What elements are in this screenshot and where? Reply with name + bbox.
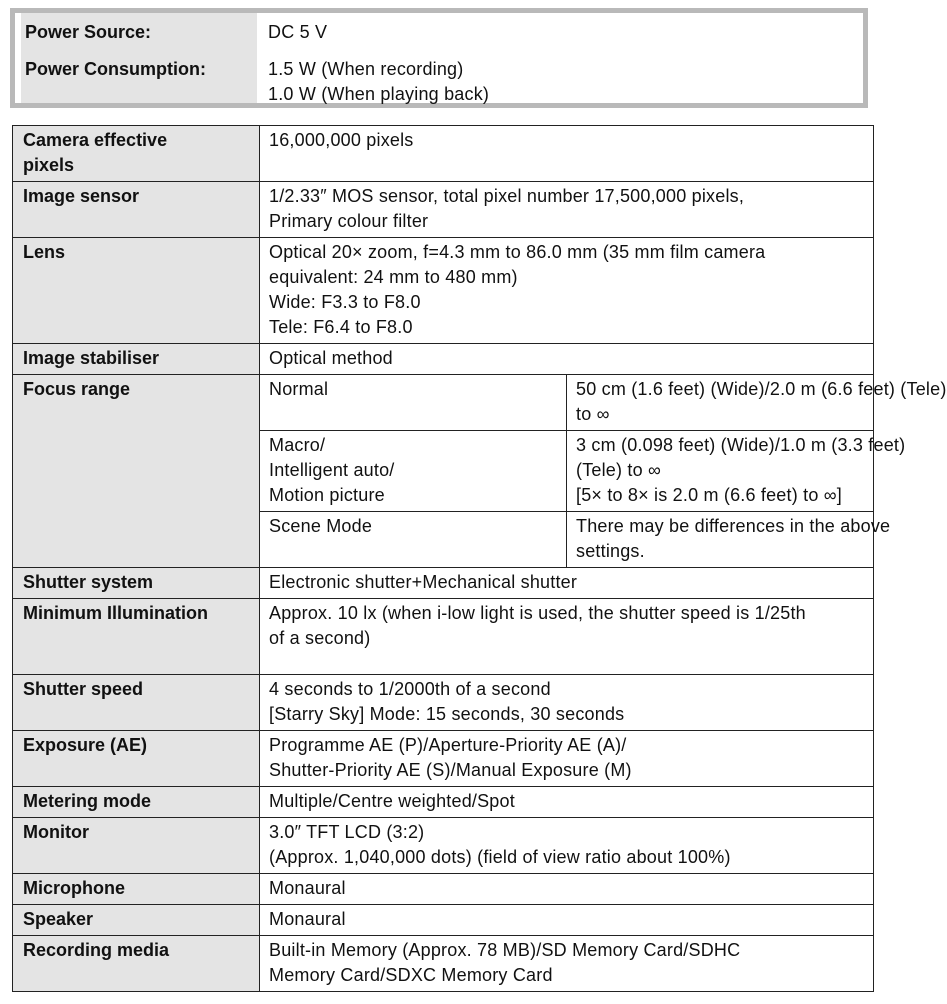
label-line: Microphone: [23, 878, 125, 898]
value-line: Wide: F3.3 to F8.0: [269, 292, 421, 312]
value-line: Primary colour filter: [269, 211, 429, 231]
label-line: Exposure (AE): [23, 735, 148, 755]
value-line: (Tele) to ∞: [576, 460, 662, 480]
value-line: Memory Card/SDXC Memory Card: [269, 965, 553, 985]
value-line: settings.: [576, 541, 645, 561]
spec-row-focus-range: [13, 375, 874, 431]
spec-value: [260, 675, 874, 731]
spec-label: [13, 818, 260, 874]
spec-label: [13, 182, 260, 238]
spec-label: [13, 905, 260, 936]
spec-row-exposure: [13, 731, 874, 787]
spec-value: [260, 874, 874, 905]
value-line: Shutter-Priority AE (S)/Manual Exposure (M): [269, 760, 632, 780]
spec-table: [12, 125, 947, 992]
value-line: 3 cm (0.098 feet) (Wide)/1.0 m (3.3 feet): [576, 435, 906, 455]
spec-label: [13, 126, 260, 182]
power-consumption-value: [268, 57, 489, 107]
spec-label: [13, 344, 260, 375]
value-line: 4 seconds to 1/2000th of a second: [269, 679, 551, 699]
label-line: Image sensor: [23, 186, 140, 206]
spec-value: [260, 568, 874, 599]
label-line: pixels: [23, 155, 75, 175]
value-line: There may be differences in the above: [576, 516, 891, 536]
focus-value: [567, 512, 891, 568]
value-line: Built-in Memory (Approx. 78 MB)/SD Memory Card/SDHC: [269, 940, 741, 960]
label-line: Shutter system: [23, 572, 154, 592]
label-line: Image stabiliser: [23, 348, 160, 368]
power-consumption-recording: 1.5 W (When recording): [268, 59, 464, 79]
power-consumption-label: Power Consumption:: [25, 59, 206, 79]
label-line: Recording media: [23, 940, 170, 960]
spec-value: [260, 936, 874, 992]
spec-label: [13, 675, 260, 731]
spec-label: [13, 787, 260, 818]
label-line: Speaker: [23, 909, 94, 929]
value-line: Tele: F6.4 to F8.0: [269, 317, 413, 337]
spec-value: [260, 905, 874, 936]
value-line: Optical method: [269, 348, 393, 368]
value-line: to ∞: [576, 404, 610, 424]
focus-value: [567, 431, 906, 512]
value-line: 50 cm (1.6 feet) (Wide)/2.0 m (6.6 feet) (Tele): [576, 379, 947, 399]
value-line: 3.0″ TFT LCD (3:2): [269, 822, 425, 842]
power-source-value: DC 5 V: [268, 22, 328, 42]
spec-row-speaker: [13, 905, 874, 936]
value-line: Multiple/Centre weighted/Spot: [269, 791, 515, 811]
spec-value: [260, 182, 874, 238]
spec-label: [13, 874, 260, 905]
label-line: Minimum Illumination: [23, 603, 208, 623]
spec-label: [13, 731, 260, 787]
spec-value: [260, 126, 874, 182]
value-line: Monaural: [269, 909, 346, 929]
spec-row-image-sensor: [13, 182, 874, 238]
value-line: [Starry Sky] Mode: 15 seconds, 30 seconds: [269, 704, 625, 724]
spec-row-monitor: [13, 818, 874, 874]
value-line: Electronic shutter+Mechanical shutter: [269, 572, 578, 592]
focus-value: [567, 375, 947, 431]
label-line: Shutter speed: [23, 679, 144, 699]
spec-row-shutter-speed: [13, 675, 874, 731]
spec-value: [260, 599, 874, 675]
spec-row-min-illumination: [13, 599, 874, 675]
spec-row-camera-pixels: [13, 126, 874, 182]
value-line: Monaural: [269, 878, 346, 898]
mode-line: Normal: [269, 379, 329, 399]
spec-value: [260, 344, 874, 375]
value-line: Optical 20× zoom, f=4.3 mm to 86.0 mm (35 mm film camera: [269, 242, 766, 262]
spec-label: [13, 375, 260, 568]
value-line: equivalent: 24 mm to 480 mm): [269, 267, 518, 287]
value-line: of a second): [269, 628, 371, 648]
spec-label: [13, 568, 260, 599]
mode-line: Motion picture: [269, 485, 385, 505]
mode-line: Intelligent auto/: [269, 460, 395, 480]
spec-value: [260, 731, 874, 787]
label-line: Camera effective: [23, 130, 168, 150]
spec-label: [13, 238, 260, 344]
focus-mode: [260, 375, 567, 431]
value-line: 1/2.33″ MOS sensor, total pixel number 17,500,000 pixels,: [269, 186, 745, 206]
focus-mode: [260, 431, 567, 512]
spec-value: [260, 818, 874, 874]
spec-row-image-stabiliser: [13, 344, 874, 375]
spec-row-shutter-system: [13, 568, 874, 599]
value-line: Programme AE (P)/Aperture-Priority AE (A)/: [269, 735, 627, 755]
power-consumption-playback: 1.0 W (When playing back): [268, 84, 490, 104]
mode-line: Scene Mode: [269, 516, 373, 536]
spec-row-microphone: [13, 874, 874, 905]
label-line: Metering mode: [23, 791, 152, 811]
power-spec-box: [10, 8, 868, 108]
value-line: [5× to 8× is 2.0 m (6.6 feet) to ∞]: [576, 485, 842, 505]
spec-label: [13, 599, 260, 675]
spec-value: [260, 787, 874, 818]
value-line: 16,000,000 pixels: [269, 130, 414, 150]
spec-label: [13, 936, 260, 992]
spec-value: [260, 238, 874, 344]
label-line: Focus range: [23, 379, 131, 399]
value-line: Approx. 10 lx (when i-low light is used, the shutter speed is 1/25th: [269, 603, 806, 623]
spec-row-lens: [13, 238, 874, 344]
spec-row-recording-media: [13, 936, 874, 992]
label-line: Lens: [23, 242, 66, 262]
focus-mode: [260, 512, 567, 568]
spec-row-metering: [13, 787, 874, 818]
label-line: Monitor: [23, 822, 89, 842]
value-line: (Approx. 1,040,000 dots) (field of view ratio about 100%): [269, 847, 731, 867]
mode-line: Macro/: [269, 435, 326, 455]
power-source-label: Power Source:: [25, 22, 152, 42]
